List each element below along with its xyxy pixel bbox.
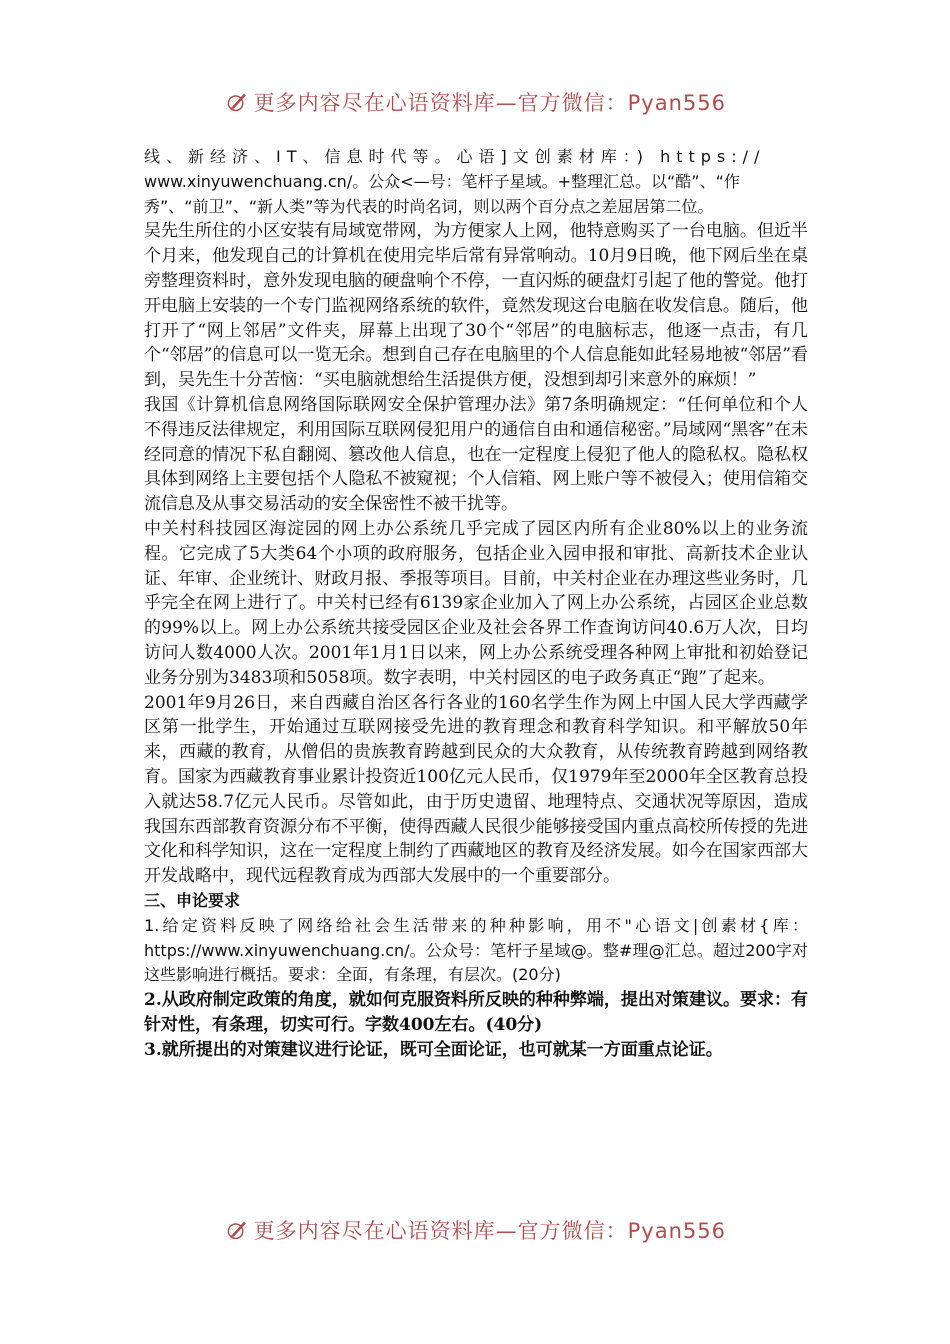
document-body [144,145,808,1062]
paragraph-wu: 吴先生所住的小区安装有局域宽带网，为方便家人上网，他特意购买了一台电脑。但近半个月来，他发现自己的计算机在使用完毕后常有异常响动。10月9日晚，他下网后坐在桌旁整理资料时，意外发现电脑的硬盘响个不停，一直闪烁的硬盘灯引起了他的警觉。他打开电脑上安装的一个专门监视网络系统的软件，竟然发现这台电脑在收发信息。随后，他打开了“网上邻居”文件夹，屏幕上出现了30个“邻居”的电脑标志，他逐一点击，有几个“邻居”的信息可以一览无余。想到自己存在电脑里的个人信息能如此轻易地被“邻居”看到，吴先生十分苦恼：“买电脑就想给生活提供方便，没想到却引来意外的麻烦！” [144,221,808,391]
intro-line-1: 线、新经济、IT、信息时代等。心语]文创素材库：) https:// [144,147,766,166]
paragraph-zhongguancun: 中关村科技园区海淀园的网上办公系统几乎完成了园区内所有企业80%以上的业务流程。它完成了5大类64个小项的政府服务，包括企业入园申报和审批、高新技术企业认证、年审、企业统计、财政月报、季报等项目。目前，中关村企业在办理这些业务时，几乎完全在网上进行了。中关村已经有6139家企业加入了网上办公系统，占园区企业总数的99%以上。网上办公系统共接受园区企业及社会各界工作查询访问40.6万人次，日均访问人数4000人次。2001年1月1日以来，网上办公系统受理各种网上审批和初始登记业务分别为3483项和5058项。数字表明，中关村园区的电子政务真正“跑”了起来。 [144,518,808,688]
feather-pen-logo-icon [226,1212,248,1248]
footer-banner [226,1210,726,1250]
paragraph-tibet: 2001年9月26日，来自西藏自治区各行各业的160名学生作为网上中国人民大学西藏学区第一批学生，开始通过互联网接受先进的教育理念和教育科学知识。和平解放50年来，西藏的教育，从僧侣的贵族教育跨越到民众的大众教育，从传统教育跨越到网络教育。国家为西藏教育事业累计投资近100亿元人民币，仅1979年至2000年全区教育总投入就达58.7亿元人民币。尽管如此，由于历史遗留、地理特点、交通状况等原因，造成我国东西部教育资源分布不平衡，使得西藏人民很少能够接受国内重点高校所传授的先进文化和科学知识，这在一定程度上制约了西藏地区的教育及经济发展。如今在国家西部大开发战略中，现代远程教育成为西部大发展中的一个重要部分。 [144,692,808,887]
header-banner [226,82,726,122]
requirements-heading: 三、申论要求 [144,890,241,910]
intro-line-3: 秀”、“前卫”、“新人类”等为代表的时尚名词，则以两个百分点之差屈居第二位。 [144,196,714,216]
question-2: 2.从政府制定政策的角度，就如何克服资料所反映的种种弊端，提出对策建议。要求：有针对性，有条理，切实可行。字数400左右。(40分) [144,990,808,1035]
banner-text: 更多内容尽在心语资料库—官方微信：Pyan556 [253,91,726,115]
intro-line-2: www.xinyuwenchuang.cn/。公众<—号：笔杆子星域。+整理汇总。以“酷”、“作 [144,171,740,191]
question-1: 1.给定资料反映了网络给社会生活带来的种种影响，用不"心语文|创素材{库：https://www.xinyuwenchuang.cn/。公众号：笔杆子星域@。整#理@汇总。超过200字对这些影响进行概括。要求：全面，有条理，有层次。(20分) [144,915,808,985]
banner-text: 更多内容尽在心语资料库—官方微信：Pyan556 [253,1219,726,1243]
question-3: 3.就所提出的对策建议进行论证，既可全面论证，也可就某一方面重点论证。 [144,1039,723,1060]
paragraph-law: 我国《计算机信息网络国际联网安全保护管理办法》第7条明确规定：“任何单位和个人不得违反法律规定，利用国际互联网侵犯用户的通信自由和通信秘密。”局域网“黑客”在未经同意的情况下私自翻阅、篡改他人信息，也在一定程度上侵犯了他人的隐私权。隐私权具体到网络上主要包括个人隐私不被窥视；个人信箱、网上账户等不被侵入；使用信箱交流信息及从事交易活动的安全保密性不被干扰等。 [144,394,808,515]
feather-pen-logo-icon [226,84,248,120]
